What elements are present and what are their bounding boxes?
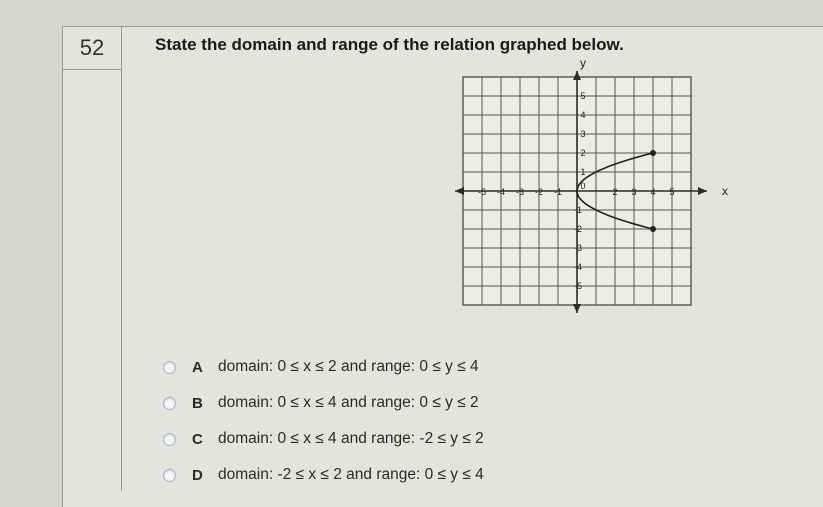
question-number-cell bbox=[63, 27, 122, 491]
y-tick-label: -5 bbox=[574, 281, 583, 291]
curve-endpoint-lower bbox=[650, 226, 656, 232]
y-tick-label: 4 bbox=[580, 110, 586, 120]
x-axis-label: x bbox=[722, 184, 728, 198]
x-tick-label: 3 bbox=[631, 187, 637, 197]
radio-button[interactable] bbox=[163, 361, 176, 374]
choice-c[interactable] bbox=[163, 421, 484, 457]
y-tick-label: 3 bbox=[580, 129, 586, 139]
question-prompt: State the domain and range of the relation graphed below. bbox=[155, 35, 624, 54]
choice-letter: A bbox=[192, 358, 203, 376]
radio-button[interactable] bbox=[163, 433, 176, 446]
choice-text: domain: -2 ≤ x ≤ 2 and range: 0 ≤ y ≤ 4 bbox=[218, 466, 484, 483]
choice-d[interactable] bbox=[163, 457, 484, 493]
choice-letter: C bbox=[192, 430, 203, 448]
x-tick-label: -4 bbox=[496, 187, 506, 197]
answer-choices bbox=[163, 349, 484, 493]
choice-a[interactable] bbox=[163, 349, 484, 385]
y-tick-label: -2 bbox=[574, 224, 583, 234]
question-number: 52 bbox=[63, 27, 121, 70]
question-card bbox=[62, 26, 823, 507]
relation-graph bbox=[453, 56, 783, 364]
choice-letter: B bbox=[192, 394, 203, 412]
y-tick-label: -3 bbox=[574, 243, 583, 253]
y-tick-label: -4 bbox=[574, 262, 583, 272]
origin-label: 0 bbox=[580, 181, 586, 191]
radio-button[interactable] bbox=[163, 469, 176, 482]
x-tick-label: -3 bbox=[515, 187, 525, 197]
y-tick-label: 2 bbox=[580, 148, 586, 158]
choice-letter: D bbox=[192, 466, 203, 484]
y-tick-label: 5 bbox=[580, 91, 586, 101]
x-tick-label: -2 bbox=[534, 187, 544, 197]
radio-button[interactable] bbox=[163, 397, 176, 410]
y-axis-arrow-up bbox=[573, 71, 581, 80]
choice-b[interactable] bbox=[163, 385, 484, 421]
x-tick-label: 2 bbox=[612, 187, 618, 197]
y-axis-arrow-down bbox=[573, 304, 581, 313]
x-axis-arrow-right bbox=[698, 187, 707, 195]
x-tick-label: -1 bbox=[553, 187, 563, 197]
choice-text: domain: 0 ≤ x ≤ 4 and range: 0 ≤ y ≤ 2 bbox=[218, 394, 479, 411]
x-tick-label: 5 bbox=[669, 187, 675, 197]
x-tick-label: -5 bbox=[477, 187, 487, 197]
graph-svg bbox=[453, 56, 783, 364]
x-tick-label: 4 bbox=[650, 187, 656, 197]
curve-endpoint-upper bbox=[650, 150, 656, 156]
x-axis-arrow-left bbox=[455, 187, 464, 195]
y-tick-label: -1 bbox=[574, 205, 583, 215]
y-axis-label: y bbox=[580, 56, 586, 70]
choice-text: domain: 0 ≤ x ≤ 2 and range: 0 ≤ y ≤ 4 bbox=[218, 358, 479, 375]
y-tick-label: 1 bbox=[580, 167, 586, 177]
choice-text: domain: 0 ≤ x ≤ 4 and range: -2 ≤ y ≤ 2 bbox=[218, 430, 484, 447]
